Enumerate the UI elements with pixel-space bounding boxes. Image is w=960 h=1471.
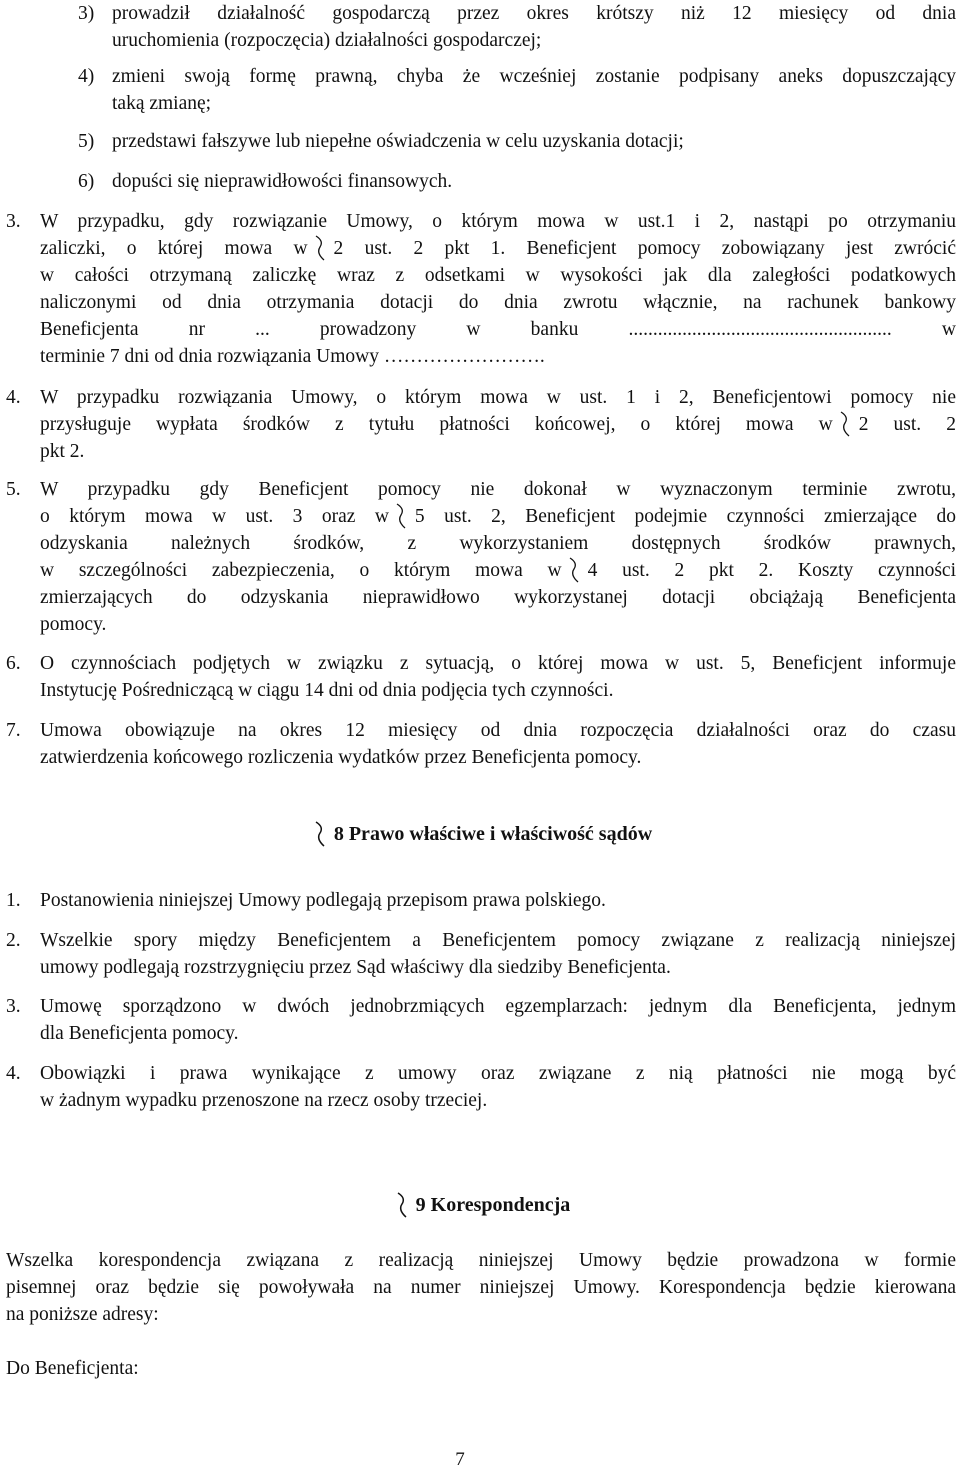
- item-line: taką zmianę;: [112, 93, 212, 114]
- section-title: 9 Korespondencja: [415, 1194, 571, 1216]
- section-sign-icon: [396, 1192, 410, 1218]
- page-number: 7: [455, 1449, 465, 1470]
- to-beneficiary-label: Do Beneficjenta:: [6, 1358, 139, 1379]
- paragraph-line: na poniższe adresy:: [6, 1304, 159, 1325]
- paragraph-line: odzyskania należnych środków, z wykorzystaniem dostępnych środków prawnych,: [40, 533, 956, 554]
- item-number: 3.: [6, 996, 21, 1017]
- paragraph-line: zaliczki, o której mowa w 2 ust. 2 pkt 1. Beneficjent pomocy zobowiązany jest zwrócić: [40, 235, 956, 262]
- section-sign-icon: [568, 557, 582, 583]
- paragraph-line: W przypadku rozwiązania Umowy, o którym mowa w ust. 1 i 2, Beneficjentowi pomocy nie: [40, 387, 956, 408]
- correspondence-paragraph: [6, 1247, 956, 1328]
- paragraph-line: Instytucję Pośredniczącą w ciągu 14 dni od dnia podjęcia tych czynności.: [40, 680, 614, 701]
- item-number: 2.: [6, 930, 21, 951]
- item-line: umowy podlegają rozstrzygnięciu przez Sąd właściwy dla siedziby Beneficjenta.: [40, 957, 671, 978]
- item-line: przedstawi fałszywe lub niepełne oświadczenia w celu uzyskania dotacji;: [112, 131, 684, 152]
- paragraph-line: W przypadku gdy Beneficjent pomocy nie dokonał w wyznaczonym terminie zwrotu,: [40, 479, 956, 500]
- paragraph-line: Beneficjenta nr ... prowadzony w banku ...................................................... w: [40, 319, 957, 340]
- item-line: Postanowienia niniejszej Umowy podlegają przepisom prawa polskiego.: [40, 890, 606, 911]
- paragraph-number: 3.: [6, 211, 21, 232]
- paragraph-line: zatwierdzenia końcowego rozliczenia wydatków przez Beneficjenta pomocy.: [40, 747, 642, 768]
- item-line: prowadził działalność gospodarczą przez okres krótszy niż 12 miesięcy od dnia: [112, 3, 956, 24]
- paragraph-line: pisemnej oraz będzie się powoływała na numer niniejszej Umowy. Korespondencja będzie kierowana: [6, 1277, 956, 1298]
- paragraph-line: w szczególności zabezpieczenia, o którym mowa w 4 ust. 2 pkt 2. Koszty czynności: [40, 557, 956, 584]
- item-number: 4): [78, 66, 95, 87]
- paragraph-line: pkt 2.: [40, 441, 85, 462]
- paragraph-line: Wszelka korespondencja związana z realizacją niniejszej Umowy będzie prowadzona w formie: [6, 1250, 956, 1271]
- paragraph-line: przysługuje wypłata środków z tytułu płatności końcowej, o której mowa w 2 ust. 2: [40, 411, 956, 438]
- section-8-heading: [0, 820, 960, 848]
- item-number: 5): [78, 131, 95, 152]
- paragraph-line: zmierzających do odzyskania nieprawidłowo wykorzystanej dotacji obciążają Beneficjenta: [40, 587, 956, 608]
- paragraph-number: 5.: [6, 479, 21, 500]
- item-line: zmieni swoją formę prawną, chyba że wcześniej zostanie podpisany aneks dopuszczający: [112, 66, 956, 87]
- paragraph-line: terminie 7 dni od dnia rozwiązania Umowy …………………….: [40, 346, 545, 367]
- paragraph-line: naliczonymi od dnia otrzymania dotacji do dnia zwrotu włącznie, na rachunek bankowy: [40, 292, 956, 313]
- paragraph-number: 6.: [6, 653, 21, 674]
- item-line: dopuści się nieprawidłowości finansowych.: [112, 171, 453, 192]
- paragraph-line: O czynnościach podjętych w związku z sytuacją, o której mowa w ust. 5, Beneficjent informuje: [40, 653, 956, 674]
- paragraph-line: pomocy.: [40, 614, 107, 635]
- paragraph-line: w całości otrzymaną zaliczkę wraz z odsetkami w wysokości jak dla zaległości podatkowych: [40, 265, 956, 286]
- item-line: uruchomienia (rozpoczęcia) działalności gospodarczej;: [112, 30, 542, 51]
- paragraph-number: 4.: [6, 387, 21, 408]
- item-number: 4.: [6, 1063, 21, 1084]
- paragraph-line: Umowa obowiązuje na okres 12 miesięcy od dnia rozpoczęcia działalności oraz do czasu: [40, 720, 956, 741]
- item-line: w żadnym wypadku przenoszone na rzecz osoby trzeciej.: [40, 1090, 488, 1111]
- paragraph-number: 7.: [6, 720, 21, 741]
- item-number: 1.: [6, 890, 21, 911]
- paragraph-line: W przypadku, gdy rozwiązanie Umowy, o którym mowa w ust.1 i 2, nastąpi po otrzymaniu: [40, 211, 956, 232]
- section-sign-icon: [314, 235, 328, 261]
- item-number: 3): [78, 3, 95, 24]
- item-line: Umowę sporządzono w dwóch jednobrzmiących egzemplarzach: jednym dla Beneficjenta, jednym: [40, 996, 956, 1017]
- section-sign-icon: [395, 503, 409, 529]
- section-sign-icon: [839, 411, 853, 437]
- paragraph-line: o którym mowa w ust. 3 oraz w 5 ust. 2, Beneficjent podejmie czynności zmierzające do: [40, 503, 956, 530]
- section-title: 8 Prawo właściwe i właściwość sądów: [333, 823, 653, 845]
- section-9-heading: [0, 1191, 960, 1219]
- item-line: Obowiązki i prawa wynikające z umowy oraz związane z nią płatności nie mogą być: [40, 1063, 956, 1084]
- item-number: 6): [78, 171, 95, 192]
- item-line: Wszelkie spory między Beneficjentem a Beneficjentem pomocy związane z realizacją niniejszej: [40, 930, 956, 951]
- item-line: dla Beneficjenta pomocy.: [40, 1023, 239, 1044]
- section-sign-icon: [314, 821, 328, 847]
